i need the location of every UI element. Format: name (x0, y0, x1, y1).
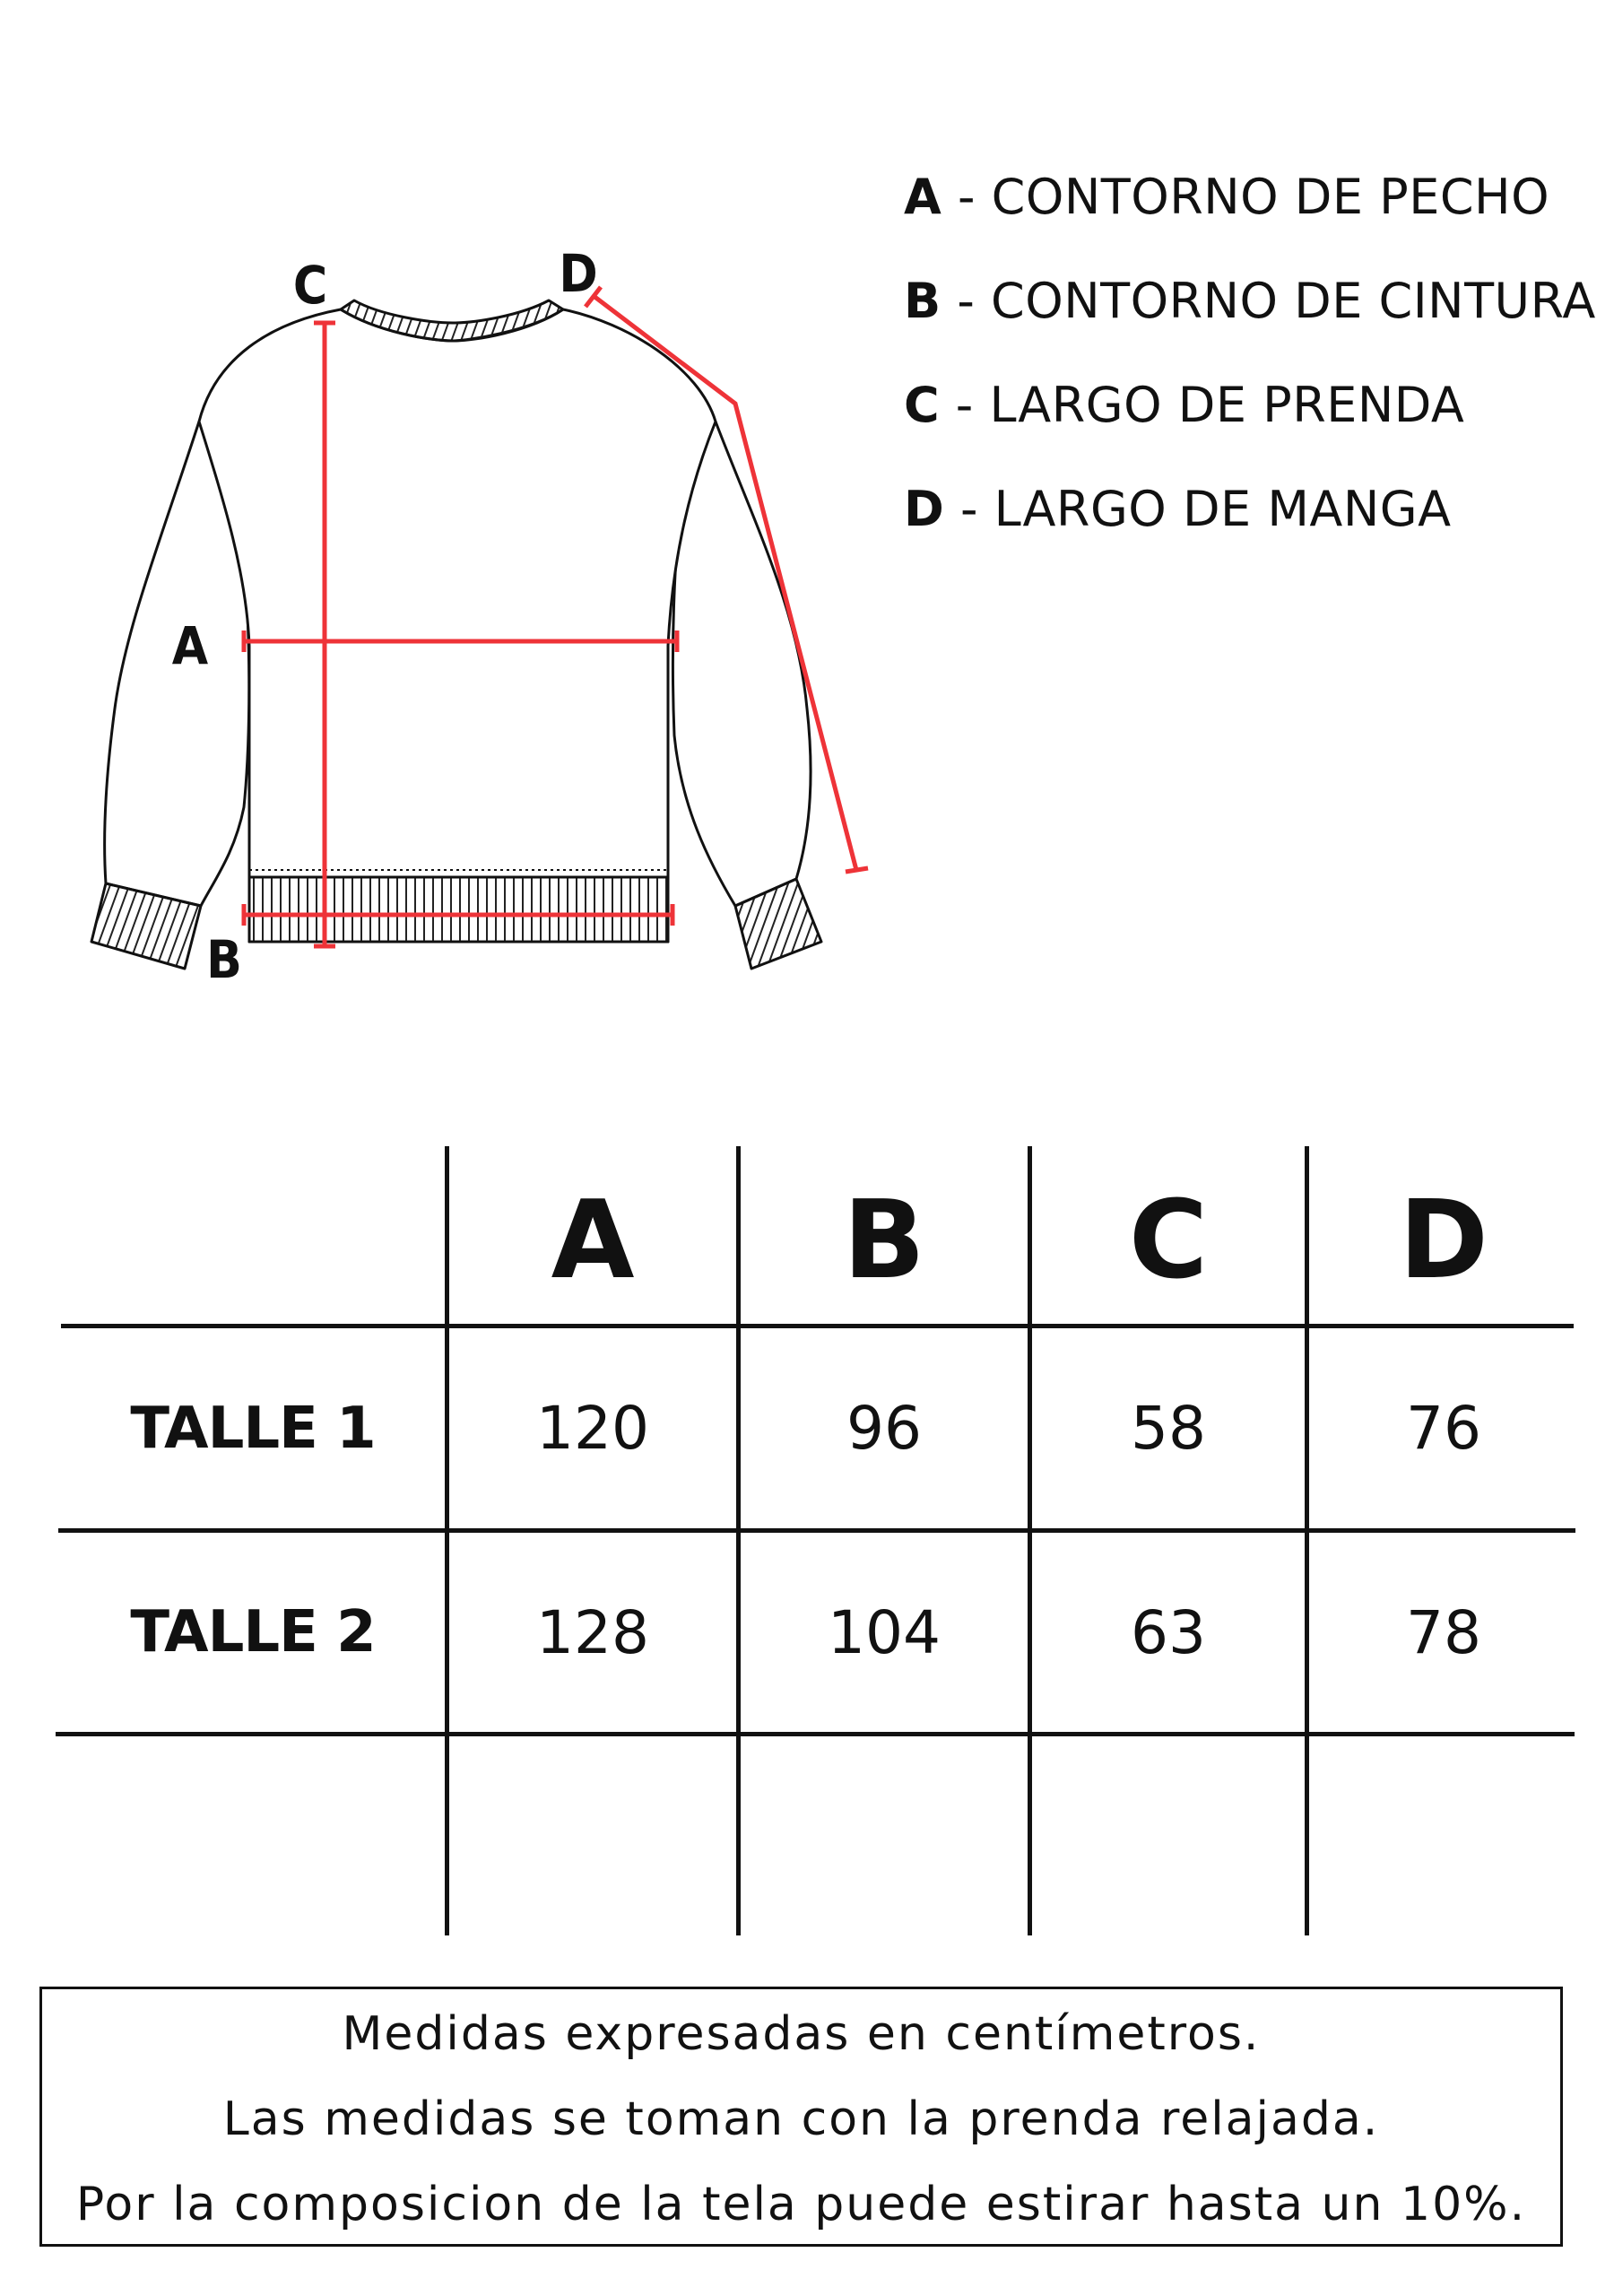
measurement-legend (904, 161, 1603, 578)
diagram-letter-b: B (206, 929, 242, 990)
legend-item-d (904, 474, 1603, 578)
notes-box (39, 1987, 1563, 2247)
legend-key: D (904, 481, 945, 537)
note-units: Medidas expresadas en centímetros. (342, 2007, 1261, 2061)
legend-separator: - (944, 481, 994, 537)
row-header-talle-1: TALLE 1 (130, 1395, 376, 1462)
table-cell: 63 (1131, 1597, 1206, 1667)
legend-separator: - (941, 273, 991, 329)
legend-key: C (904, 377, 941, 433)
hem-rib (249, 877, 668, 942)
table-cell: 76 (1406, 1394, 1481, 1463)
legend-item-c (904, 370, 1603, 474)
column-header-c: C (1128, 1178, 1209, 1303)
legend-item-a (904, 161, 1603, 265)
table-rule (56, 1732, 1575, 1736)
legend-key: B (904, 273, 941, 329)
table-cell: 78 (1406, 1597, 1481, 1667)
diagram-letter-a: A (171, 615, 209, 676)
table-cell: 96 (846, 1394, 922, 1463)
column-header-a: A (551, 1178, 635, 1303)
legend-key: A (904, 169, 942, 225)
table-cell: 128 (536, 1597, 649, 1667)
column-header-b: B (843, 1178, 925, 1303)
table-cell: 120 (536, 1394, 649, 1463)
legend-separator: - (940, 377, 990, 433)
measure-d-cap-bottom (846, 868, 868, 872)
legend-text: LARGO DE PRENDA (989, 377, 1465, 433)
legend-text: CONTORNO DE PECHO (991, 169, 1550, 225)
legend-text: CONTORNO DE CINTURA (991, 273, 1596, 329)
body (199, 309, 716, 942)
table-cell: 104 (828, 1597, 941, 1667)
diagram-letter-c: C (292, 255, 328, 316)
right-sleeve (672, 422, 811, 906)
table-cell: 58 (1131, 1394, 1206, 1463)
legend-item-b (904, 265, 1603, 370)
legend-separator: - (941, 169, 992, 225)
legend-text: LARGO DE MANGA (994, 481, 1452, 537)
diagram-letter-d: D (559, 243, 598, 304)
column-header-d: D (1399, 1178, 1488, 1303)
note-relaxed: Las medidas se toman con la prenda relajada. (222, 2092, 1380, 2146)
note-stretch: Por la composicion de la tela puede estirar hasta un 10%. (75, 2178, 1527, 2231)
row-header-talle-2: TALLE 2 (130, 1599, 376, 1665)
